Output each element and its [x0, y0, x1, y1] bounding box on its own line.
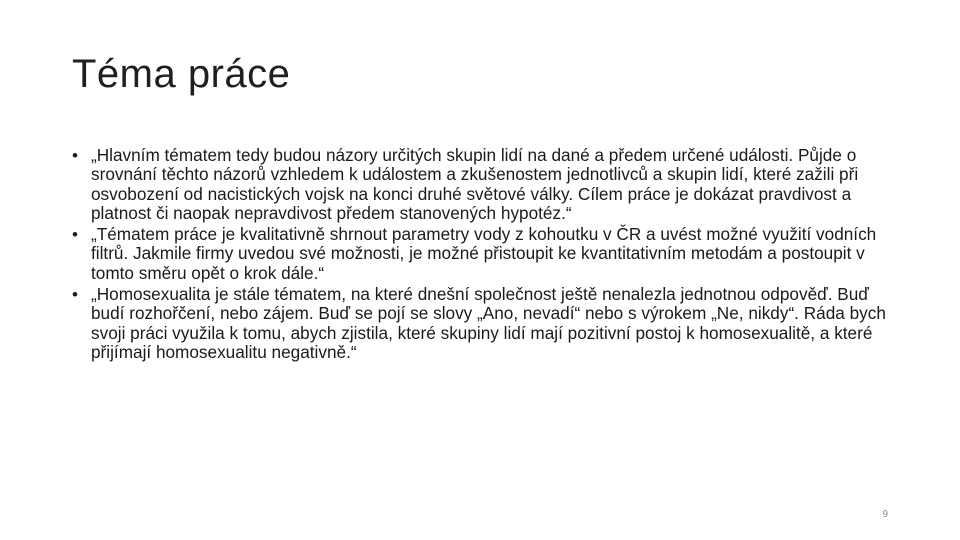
page-number: 9 [882, 509, 888, 520]
bullet-item [72, 285, 892, 362]
bullet-item [72, 146, 892, 223]
bullet-marker: • [72, 146, 78, 165]
bullet-marker: • [72, 285, 78, 305]
bullet-text: „Hlavním tématem tedy budou názory určitých skupin lidí na dané a předem určené události. Půjde o srovnání těchto názorů vzhledem k událostem a zkušenostem jednotlivců a skupin lidí, které zažili při osvobození od nacistických vojsk na konci druhé světové války. Cílem práce je dokázat pravdivost a platnost či naopak nepravdivost předem stanovených hypotéz.“ [91, 145, 859, 223]
bullet-marker: • [72, 225, 78, 245]
bullet-item [72, 225, 892, 283]
bullet-text: „Tématem práce je kvalitativně shrnout parametry vody z kohoutku v ČR a uvést možné využití vodních filtrů. Jakmile firmy uvedou své možnosti, je možné přistoupit ke kvantitativním metodám a postoupit v tomto směru opět o krok dále.“ [91, 224, 877, 283]
bullet-text: „Homosexualita je stále tématem, na které dnešní společnost ještě nenalezla jednotnou odpověď. Buď budí rozhořčení, nebo zájem. Buď se pojí se slovy „Ano, nevadí“ nebo s výrokem „Ne, nikdy“. Ráda bych svoji práci využila k tomu, abych zjistila, které skupiny lidí mají pozitivní postoj k homosexualitě, a které přijímají homosexualitu negativně.“ [91, 284, 886, 362]
bullet-list [72, 146, 892, 362]
slide-title: Téma práce [72, 52, 291, 96]
